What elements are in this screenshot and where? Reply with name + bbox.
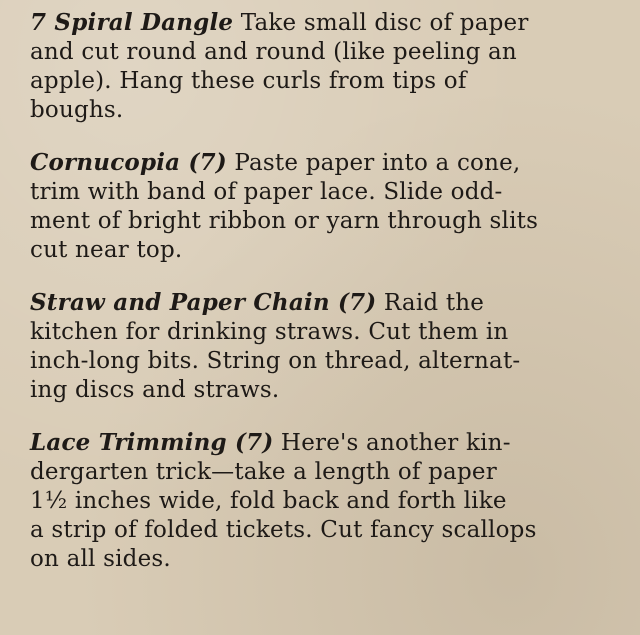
entry-text-line: inch-long bits. String on thread, alternat-: [30, 348, 521, 374]
entry-cornucopia: [30, 148, 620, 265]
entry-text: Here's another kin-: [273, 430, 511, 456]
entry-title: Straw and Paper Chain (7): [30, 289, 377, 316]
entry-text: Take small disc of paper: [233, 10, 529, 36]
entry-text-line: apple). Hang these curls from tips of: [30, 68, 467, 94]
entry-spiral-dangle: [30, 8, 620, 125]
entry-text-line: kitchen for drinking straws. Cut them in: [30, 319, 509, 345]
entry-title: Lace Trimming (7): [30, 429, 274, 456]
entry-straw-paper-chain: [30, 288, 620, 405]
entry-text-line: trim with band of paper lace. Slide odd-: [30, 179, 503, 205]
entry-text-line: 1½ inches wide, fold back and forth like: [30, 488, 507, 514]
entry-first-line: [30, 8, 620, 38]
entry-title: Cornucopia (7): [30, 149, 227, 176]
entry-text-line: ment of bright ribbon or yarn through slits: [30, 208, 539, 234]
entry-title: 7 Spiral Dangle: [30, 9, 234, 36]
entry-text-line: and cut round and round (like peeling an: [30, 39, 517, 65]
entry-text-line: ing discs and straws.: [30, 377, 280, 403]
entry-text-line: cut near top.: [30, 237, 183, 263]
entry-text-line: dergarten trick—take a length of paper: [30, 459, 497, 485]
entry-text-line: a strip of folded tickets. Cut fancy scallops: [30, 517, 537, 543]
entry-first-line: [30, 288, 620, 318]
entry-text: Paste paper into a cone,: [226, 150, 521, 176]
entry-text-line: boughs.: [30, 97, 124, 123]
entry-first-line: [30, 148, 620, 178]
entry-text-line: on all sides.: [30, 546, 171, 572]
entry-lace-trimming: [30, 428, 620, 574]
entry-first-line: [30, 428, 620, 458]
entry-text: Raid the: [376, 290, 485, 316]
